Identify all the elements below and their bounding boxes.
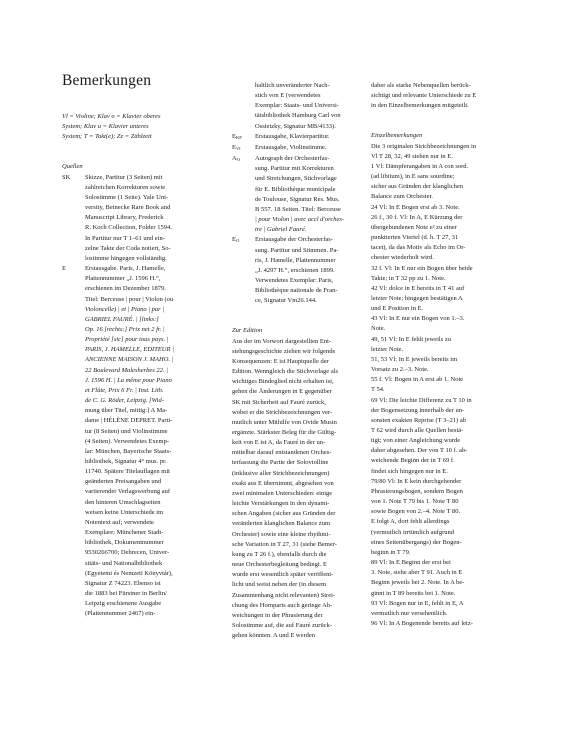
source-siglum: SK xyxy=(62,173,71,181)
text-line: weichende Beginn der in T 69 f. xyxy=(371,457,455,465)
text-line: von 1. Note T 79 bis 1. Note T 80 xyxy=(371,498,459,506)
text-line: Balance zum Orchester. xyxy=(371,193,433,201)
text-line: punktierten Viertel (d. h. T 27, 31 xyxy=(371,234,459,242)
text-line: sicher aus Gründen der klanglichen xyxy=(371,183,464,191)
source-entry-evl xyxy=(232,143,357,154)
text-line: E folgt A, dort fehlt allerdings xyxy=(371,518,450,526)
source-siglum xyxy=(232,154,255,235)
text-line: R. Koch Collection, Folder 1594. xyxy=(85,224,172,232)
text-line: Aus der im Vorwort dargestellten Ent- xyxy=(232,337,332,345)
text-line: 89 Vl: In E Beginn der erst bei xyxy=(371,559,451,567)
text-line: 79/80 Vl: In E kein durchgehender xyxy=(371,477,462,485)
text-line: Note. xyxy=(371,325,386,333)
einzelbemerkungen-list xyxy=(371,142,514,630)
text-line: vermutlich nur versehentlich. xyxy=(371,609,448,617)
text-line: keit von E ist A, da Fauré in der un- xyxy=(232,439,326,447)
source-siglum xyxy=(232,132,255,143)
text-line: ginnt in T 89 bereits bei 1. Note. xyxy=(371,589,456,597)
text-line: ris, J. Hamelle, Plattennummer xyxy=(255,256,336,264)
text-line: daher als starke Nebenquellen berück- xyxy=(371,82,471,89)
text-line: daher abgesehen. Der von T 10 f. ab- xyxy=(371,447,468,455)
text-line: wurde erst wesentlich später veröffent- xyxy=(232,571,334,579)
siglum-subscript: O xyxy=(236,157,241,163)
text-line: mung über Titel, mittig:] A Ma- xyxy=(85,407,168,415)
text-line: lostimme hingegen vollständig. xyxy=(85,254,167,262)
edition-heading: Zur Edition xyxy=(232,327,263,335)
text-line: Plattennummer „J. 1596 H.“, xyxy=(85,275,161,283)
text-line: (inklusive aller Strichbezeichnungen) xyxy=(232,469,330,477)
text-line: schen Angaben (sicher aus Gründen der xyxy=(232,510,336,518)
text-line: bibliothek, Dokumentnummer xyxy=(85,539,164,547)
text-line: (4 Seiten). Verwendetes Exemp- xyxy=(85,437,169,445)
siglum-letter: E xyxy=(232,132,236,140)
text-line: 69 Vl: Die leichte Differenz zu T 10 in xyxy=(371,396,472,404)
text-line: 49, 51 Vl: In E fehlt jeweils zu xyxy=(371,335,452,343)
siglum-subscript: O xyxy=(235,238,240,244)
text-line: zelne Takte der Coda notiert, So- xyxy=(85,244,171,252)
text-line: veränderten klanglichen Balance zum xyxy=(232,520,330,528)
text-line: Exemplare: Münchener Stadt- xyxy=(85,529,164,537)
text-line: (ad libitum), in E sans sourdine; xyxy=(371,173,455,181)
text-line: Signatur Z 74223. Ebenso ist xyxy=(85,579,161,587)
text-line: chester wiederholt wird. xyxy=(371,254,434,262)
text-line: chung des Hornparts auch geringe Ab- xyxy=(232,601,333,609)
text-line: B 557. 18 Seiten. Titel: Berceuse xyxy=(255,205,341,213)
text-line: licht und weist neben der (in diesem xyxy=(232,581,327,589)
text-line: de C. G. Röder, Leipzig. [Wid- xyxy=(85,397,164,405)
text-line: ce, Signatur Vm26.144. xyxy=(255,297,317,305)
text-line: mutlich unter Mithilfe von Ovide Musin xyxy=(232,418,337,426)
page-title: Bemerkungen xyxy=(62,72,152,89)
text-line: ergänzte. Stärkster Beleg für die Gültig- xyxy=(232,429,337,436)
text-line: In Partitur nur T 1–61 und ein- xyxy=(85,234,165,242)
text-line: lar: München, Bayerische Staats- xyxy=(85,447,172,455)
text-line: tre | Gabriel Fauré. xyxy=(255,226,307,234)
text-line: ANCIENNE MAISON J. MAHO. | xyxy=(85,356,174,364)
siglum-letter: E xyxy=(232,236,236,244)
text-line: Vorsatz zu 2.–3. Note. xyxy=(371,366,429,374)
text-line: 43 Vl: In E nur ein Bogen von 1.–3. xyxy=(371,315,465,323)
siglum-subscript: Vl xyxy=(235,145,241,151)
text-line: Ossietzky, Signatur MB/4133). xyxy=(255,122,336,130)
text-line: T 54. xyxy=(371,386,385,394)
text-line: eines Seitenübergangs) der Bogen- xyxy=(371,538,462,546)
text-line: Phrasierungsbogen, sondern Bogen xyxy=(371,487,463,495)
text-line: Autograph der Orchesterfas- xyxy=(255,155,330,163)
siglum-letter: E xyxy=(232,143,236,151)
text-line: „J. 4297 H.“, erschienen 1899. xyxy=(255,266,335,274)
source-siglum: E xyxy=(62,265,66,273)
text-line: gehen die Änderungen in E gegenüber xyxy=(232,388,332,396)
text-line: 9530266700; Debrecen, Univer- xyxy=(85,549,170,557)
text-line: in den Einzelbemerkungen mitgeteilt. xyxy=(371,102,469,110)
text-line: dame | HÉLÈNE DEPRET. Parti- xyxy=(85,417,173,425)
text-line: Die 3 originalen Strichbezeichnungen in xyxy=(371,142,477,150)
text-line: Manuscript Library, Frederick xyxy=(85,214,164,222)
text-line: 3. Note, siehe aber T 91. Auch in E xyxy=(371,569,463,577)
text-line: Verwendetes Exemplar: Paris, xyxy=(255,276,334,284)
text-line: (Egyetemi és Nemzeti Könyvtár), xyxy=(85,569,173,577)
siglum-letter: A xyxy=(232,155,237,163)
text-line: Takte; in T 32 pp zu 1. Note. xyxy=(371,274,446,282)
siglum-subscript: KP xyxy=(235,134,242,140)
text-line: Zusammenhang nicht relevanten) Strei- xyxy=(232,591,336,599)
text-line: 42 Vl: dolce in E bereits in T 41 auf xyxy=(371,284,465,292)
abbreviation-line: System; Klav u = Klavier unteres xyxy=(62,123,149,131)
text-line: letzter Note; hingegen bestätigen A xyxy=(371,294,463,302)
text-line: GABRIEL FAURÉ. | [links:] xyxy=(85,315,159,323)
column-1 xyxy=(62,112,225,620)
text-line: Orchester) sowie eine kleine rhythmi- xyxy=(232,530,331,538)
text-line: Erstausgabe, Klavierpartitur. xyxy=(255,132,330,140)
text-line: Konsequenzen: E ist Hauptquelle der xyxy=(232,357,329,365)
abbreviation-line: System; T = Takt(e); Zz = Zählzeit xyxy=(62,133,152,141)
text-line: 96 Vl: In A Bogenende bereits auf letz- xyxy=(371,619,473,627)
text-line: variierender Verlagswerbung auf xyxy=(85,488,171,496)
text-line: 51, 53 Vl: In E jeweils bereits im xyxy=(371,355,458,363)
text-line: Edition. Wenngleich die Stichvorlage als xyxy=(232,368,339,376)
text-line: 1 Vl: Dämpferangaben in A con sord. xyxy=(371,162,469,170)
text-line: der Bogensetzung innerhalb der un- xyxy=(371,406,465,414)
text-line: Exemplar: Staats- und Universi- xyxy=(255,102,339,110)
text-line: erschienen im Dezember 1879. xyxy=(85,285,166,293)
text-line: de Toulouse, Signatur Res. Mus. xyxy=(255,195,340,203)
text-line: Vl T 28, 32, 49 stehen nur in E. xyxy=(371,152,453,160)
text-line: beginn in T 79. xyxy=(371,548,411,556)
text-line: sonsten exakten Reprise (T 3–21) ab xyxy=(371,416,467,424)
text-line: tigt; von einer Angleichung wurde xyxy=(371,437,461,445)
text-line: 32 f. Vl: In E nur ein Bogen über beide xyxy=(371,264,473,272)
text-line: tacet), da das Motiv als Echo im Or- xyxy=(371,244,466,252)
text-line: 22 Boulevard Malesherbes 22. | xyxy=(85,366,168,374)
text-line: T 62 wird durch alle Quellen bestä- xyxy=(371,427,464,434)
text-line: gehen könnten. A und E werden xyxy=(232,632,316,640)
text-line: neue Orchesterbegleitung bedingt. E xyxy=(232,561,327,569)
abbreviations xyxy=(62,112,225,142)
text-line: kung zu T 26 f.), ebenfalls durch die xyxy=(232,550,327,558)
source-entry-e xyxy=(62,264,225,619)
column-2 xyxy=(232,81,357,641)
text-line: wichtiges Bindeglied nicht erhalten ist, xyxy=(232,378,334,386)
source-entry-ao xyxy=(232,154,357,235)
edition-paragraph xyxy=(232,337,357,642)
source-siglum xyxy=(232,143,255,154)
text-line: Titel: Berceuse | pour | Violon (ou xyxy=(85,295,174,303)
text-line: übergebundenen Note e² zu einer xyxy=(371,223,457,231)
text-line: PARIS, J. HAMELLE, EDITEUR | xyxy=(85,346,174,354)
abbreviation-line: Vl = Violine; Klav o = Klavier oberes xyxy=(62,113,161,120)
text-line: sichtigt und relevante Unterschiede zu E xyxy=(371,92,477,100)
text-line: stich von E (verwendetes xyxy=(255,92,321,100)
text-line: Solostimme (1 Seite). Yale Uni- xyxy=(85,193,169,201)
text-line: Solostimme auf, die auf Fauré zurück- xyxy=(232,621,332,629)
text-line: Violoncelle) | et | Piano | par | xyxy=(85,305,165,313)
einzelbemerkungen-heading: Einzelbemerkungen xyxy=(371,132,423,140)
text-line: Erstausgabe. Paris, J. Hamelle, xyxy=(85,265,166,273)
text-line: stehungsgeschichte ziehen wir folgende xyxy=(232,347,336,355)
text-line: weichungen in der Phrasierung der xyxy=(232,611,323,619)
text-line: zahlreichen Korrekturen sowie xyxy=(85,183,166,191)
text-line: mittelbar darauf entstandenen Orches- xyxy=(232,449,332,457)
text-line: SK mit Sicherheit auf Fauré zurück, xyxy=(232,398,326,406)
text-line: versity, Beinecke Rare Book and xyxy=(85,204,171,212)
text-line: 11740. Spätere Titelauflagen mit xyxy=(85,468,170,476)
text-line: letzter Note. xyxy=(371,345,404,353)
text-line: 93 Vl: Bogen nur in E, fehlt in E, A xyxy=(371,599,464,607)
text-line: 26 f., 30 f. Vl: In A, E Kürzung der xyxy=(371,213,463,221)
text-line: wobei er die Strichbezeichnungen ver- xyxy=(232,408,333,416)
text-line: Op. 16 [rechts:] Prix net 2 fr. | xyxy=(85,325,165,333)
source-entry-ekp xyxy=(232,132,357,143)
text-line: terfassung die Partie der Soloviolline xyxy=(232,459,329,467)
text-line: haltlich unveränderter Nach- xyxy=(255,82,330,89)
text-line: et Flûte, Prix 6 Fr. | Inst. Lith. xyxy=(85,386,164,394)
text-line: geänderten Preisangaben und xyxy=(85,478,162,486)
text-line: weisen keine Unterschiede im xyxy=(85,508,164,516)
text-line: | pour Violon | avec accl d'orches- xyxy=(255,216,345,224)
text-line: sung. Partitur mit Korrekturen xyxy=(255,165,334,173)
text-line: 24 Vl: In E Bogen erst ab 3. Note. xyxy=(371,203,460,211)
text-line: Leipzig erschienene Ausgabe xyxy=(85,600,162,608)
text-line: zwei minimalen Unterschieden: einige xyxy=(232,489,333,497)
text-line: und E Position in E. xyxy=(371,305,424,313)
text-line: leichte Verstärkungen in den dynami- xyxy=(232,500,330,508)
text-line: Skizze, Partitur (3 Seiten) mit xyxy=(85,173,163,181)
text-line: Propriété [sic] pour tous pays. | xyxy=(85,336,169,344)
source-description xyxy=(85,173,225,264)
intro-paragraph xyxy=(371,81,514,111)
text-line: Bibliothèque nationale de Fran- xyxy=(255,287,338,295)
text-line: (Plattennummer 2467) ein- xyxy=(85,610,156,618)
source-siglum xyxy=(232,235,255,306)
text-line: bibliothek, Signatur 4° mus. pr. xyxy=(85,458,167,465)
text-line: tur (8 Seiten) und Violinstimme xyxy=(85,427,168,435)
text-line: Erstausgabe der Orchesterfas- xyxy=(255,236,333,244)
text-line: findet sich hingegen nur in E. xyxy=(371,467,448,475)
text-line: 55 f. Vl: Bogen in A erst ab 1. Note xyxy=(371,376,464,384)
text-line: tätsbibliothek Hamburg Carl von xyxy=(255,112,341,120)
text-line: sitäts- und Nationalbibliothek xyxy=(85,559,163,567)
text-line: den hinteren Umschlagseiten xyxy=(85,498,161,506)
quellen-heading: Quellen xyxy=(62,163,83,171)
text-line: sowie Bogen von 2.–4. Note T 80. xyxy=(371,508,461,516)
text-line: J. 1596 H. | La même pour Piano xyxy=(85,376,172,384)
text-line: Beginn jeweils bei 2. Note. In A be- xyxy=(371,579,465,587)
text-line: Erstausgabe, Violinstimme. xyxy=(255,143,327,151)
column-3 xyxy=(371,81,514,629)
source-description xyxy=(85,264,225,619)
source-entry-sk xyxy=(62,173,225,264)
text-line: die 1883 bei Fürstner in Berlin/ xyxy=(85,590,167,598)
text-line: (vermutlich irrtümlich aufgrund xyxy=(371,528,455,536)
text-line: sung. Partitur und Stimmen. Pa- xyxy=(255,246,339,254)
source-entry-eo xyxy=(232,235,357,306)
text-line: exakt aus E übernimmt, abgesehen von xyxy=(232,479,334,487)
text-line: sche Variation in T 27, 31 (siehe Bemer- xyxy=(232,540,337,548)
text-line: und Streichungen, Stichvorlage xyxy=(255,175,337,183)
text-line: Notentext auf; verwendete xyxy=(85,518,154,526)
text-line: für E. Bibliothèque municipale xyxy=(255,185,336,193)
